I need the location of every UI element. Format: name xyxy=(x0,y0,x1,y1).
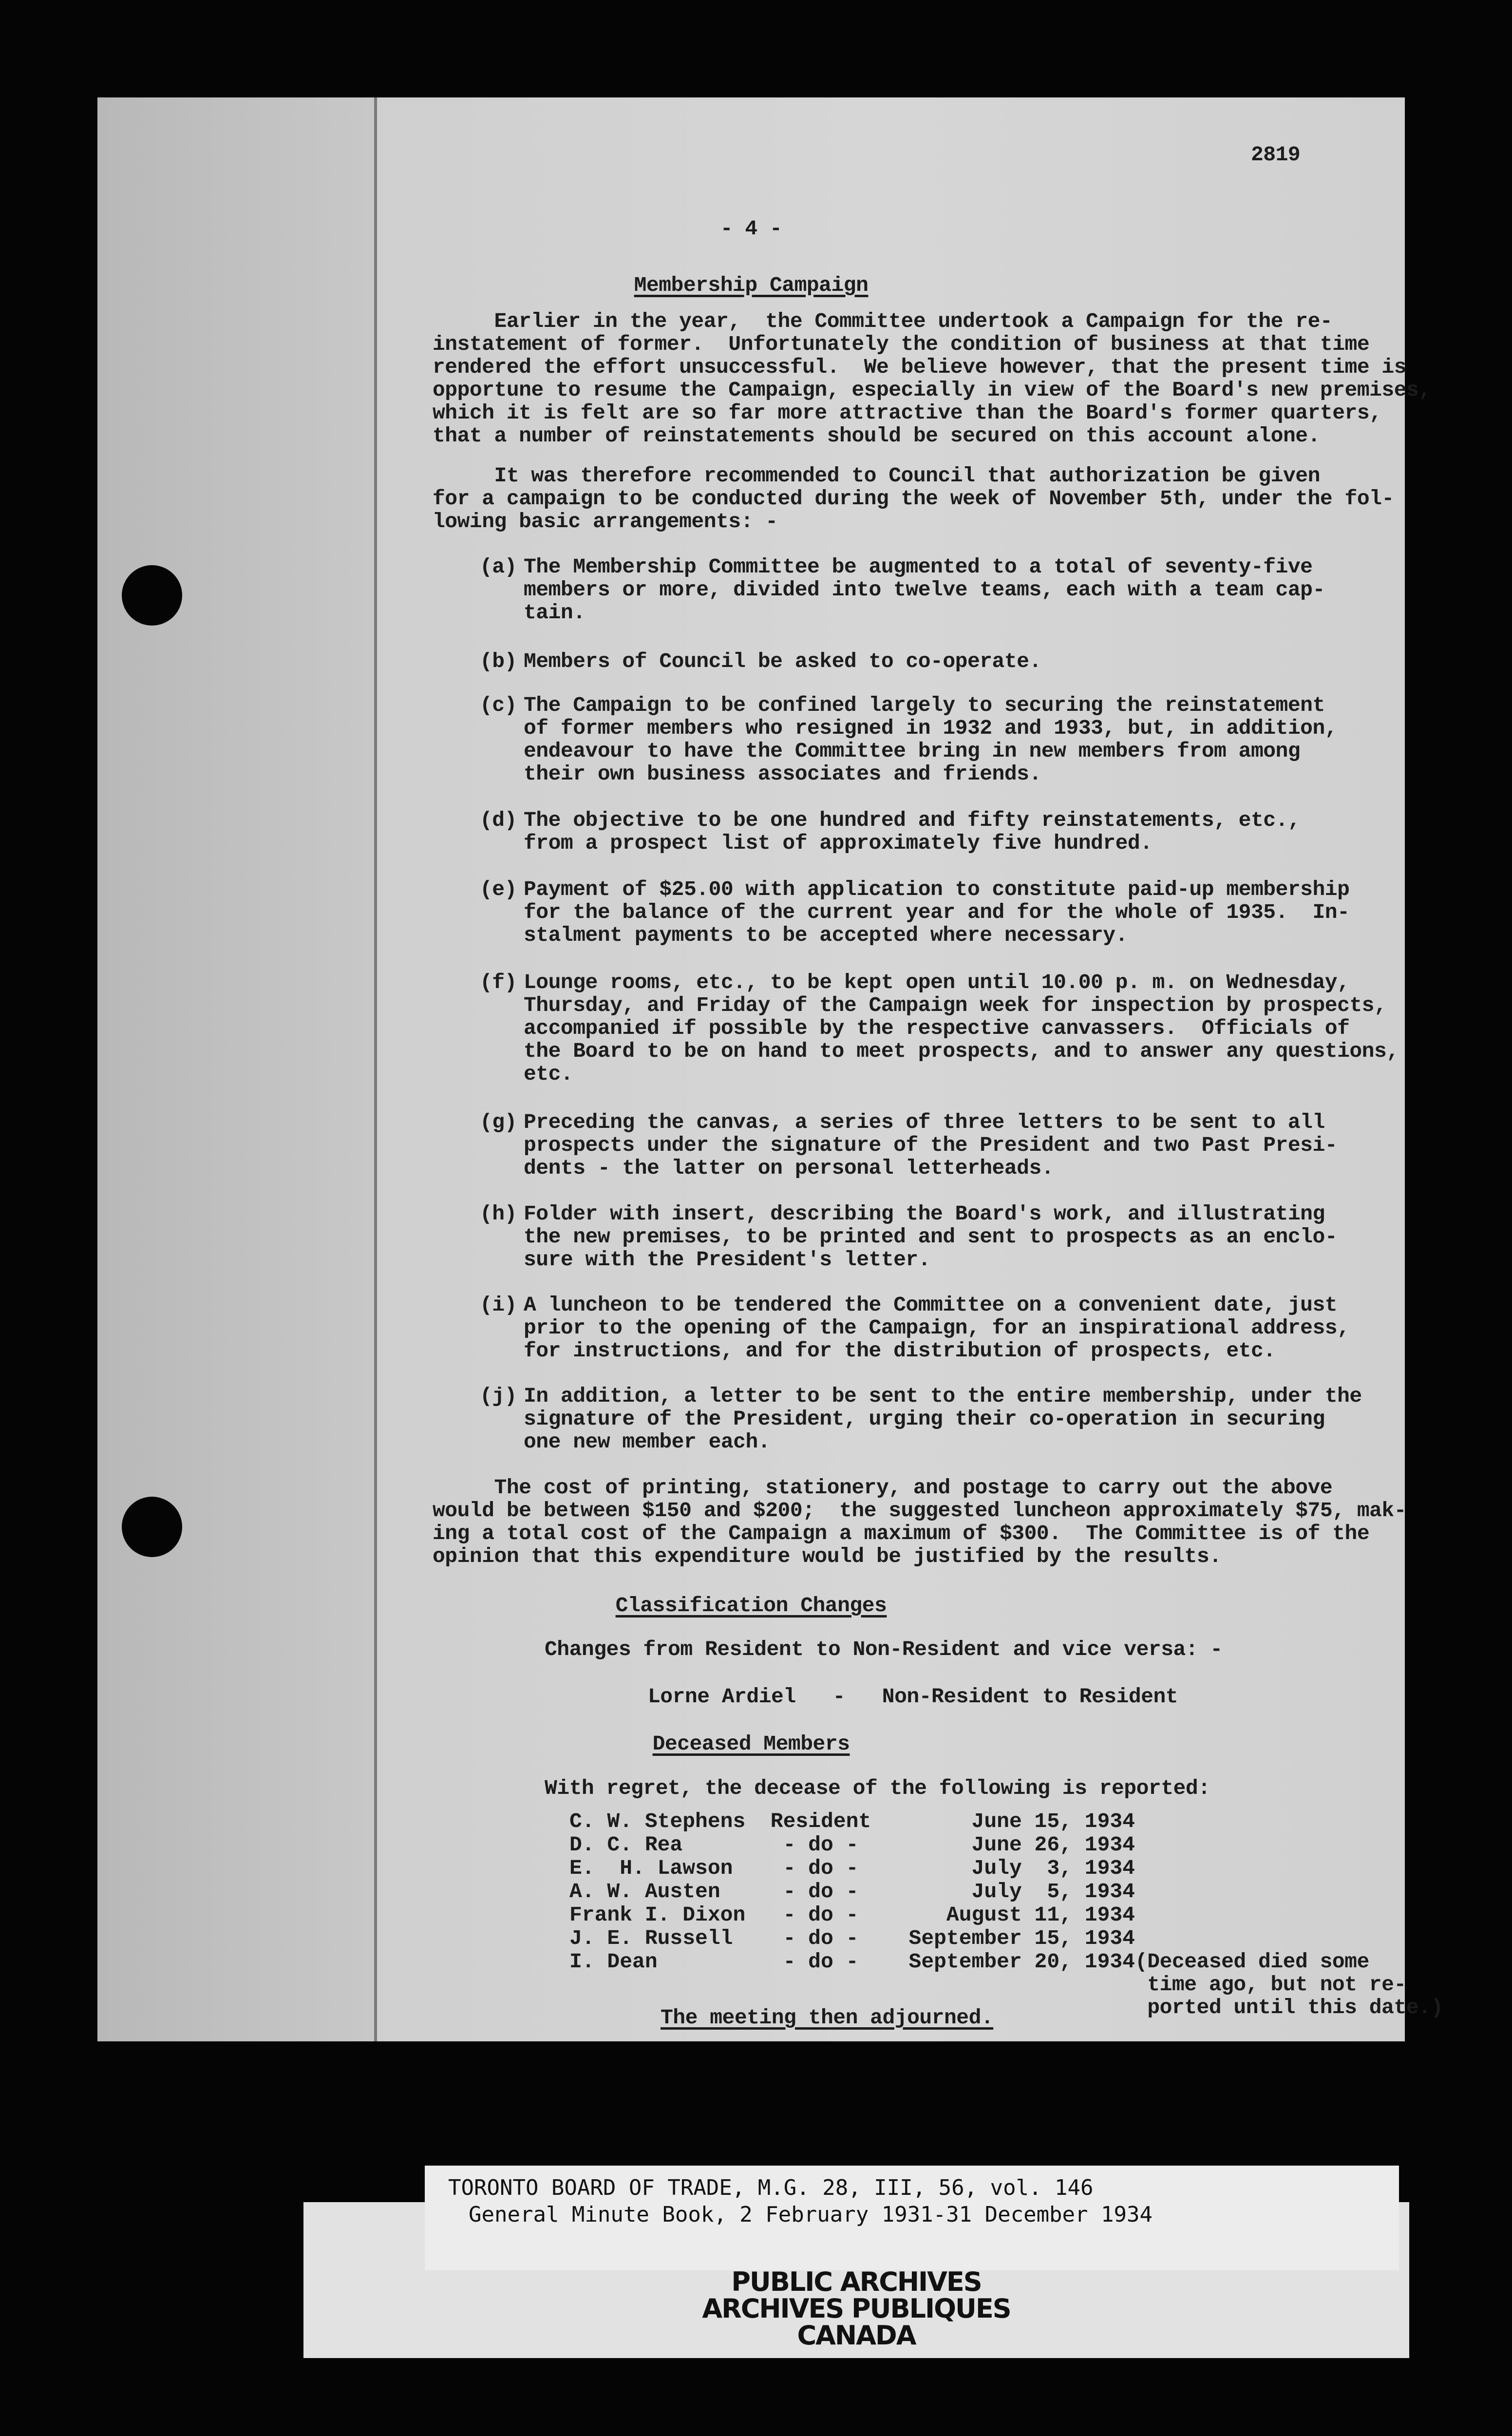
deceased-date: September 20, 1934 xyxy=(908,1950,1135,1974)
deceased-date: June 26, 1934 xyxy=(971,1833,1135,1857)
item-label: (a) xyxy=(480,555,517,579)
item-label: (g) xyxy=(480,1110,517,1134)
page-number: 2819 xyxy=(1251,143,1301,167)
classification-intro: Changes from Resident to Non-Resident and vice versa: - xyxy=(545,1637,1223,1661)
deceased-date: July 3, 1934 xyxy=(971,1856,1135,1880)
table-row xyxy=(0,1927,1403,1950)
archive-reference-line-2: General Minute Book, 2 February 1931-31 December 1934 xyxy=(469,2202,1153,2227)
item-label: (d) xyxy=(480,808,517,832)
archive-stamp-line-3: CANADA xyxy=(797,2320,916,2351)
item-label: (e) xyxy=(480,877,517,901)
deceased-intro: With regret, the decease of the following is reported: xyxy=(545,1776,1210,1800)
membership-paragraph-2: It was therefore recommended to Council that authorization be given for a campaign to be conducted during the week of November 5th, under the fol- lowing basic arrangements: - xyxy=(433,464,1394,533)
item-label: (i) xyxy=(480,1293,517,1317)
deceased-name: Frank I. Dixon xyxy=(569,1903,746,1927)
item-label: (f) xyxy=(480,971,517,994)
punch-hole-icon xyxy=(122,1497,182,1557)
item-label: (h) xyxy=(480,1202,517,1226)
deceased-date: July 5, 1934 xyxy=(971,1880,1135,1903)
deceased-name: C. W. Stephens xyxy=(569,1809,746,1833)
deceased-name: J. E. Russell xyxy=(569,1926,733,1950)
item-text: Payment of $25.00 with application to constitute paid-up membership for the balance of the current year and for the whole of 1935. In- stalment payments to be accepted where necessary. xyxy=(524,877,1350,947)
item-label: (j) xyxy=(480,1384,517,1408)
deceased-name: I. Dean xyxy=(569,1950,658,1974)
deceased-date: June 15, 1934 xyxy=(971,1809,1135,1833)
deceased-note: (Deceased died some time ago, but not re- ported until this date.) xyxy=(1135,1950,1443,2019)
item-text: Preceding the canvas, a series of three letters to be sent to all prospects under the signature of the President and two Past Presi- dents - the latter on personal letterheads. xyxy=(524,1110,1338,1180)
deceased-name: E. H. Lawson xyxy=(569,1856,733,1880)
item-text: The Membership Committee be augmented to a total of seventy-five members or more, divided into twelve teams, each with a team cap- tain. xyxy=(524,555,1325,625)
item-text: The objective to be one hundred and fifty reinstatements, etc., from a prospect list of approximately five hundred. xyxy=(524,808,1301,855)
archive-reference-line-1: TORONTO BOARD OF TRADE, M.G. 28, III, 56, vol. 146 xyxy=(448,2175,1094,2200)
page-sub-number: - 4 - xyxy=(720,217,782,241)
deceased-date: September 15, 1934 xyxy=(908,1926,1135,1950)
membership-paragraph-1: Earlier in the year, the Committee undertook a Campaign for the re- instatement of former. Unfortunately the condition of business at that time rendered the effort unsuccessful. We believe however, that the present time is opportune to resume the Campaign, especially in view of the Board's new premises, which it is felt are so far more attractive than the Board's former quarters, that a number of reinstatements should be secured on this account alone. xyxy=(433,309,1431,448)
deceased-status: - do - xyxy=(783,1833,859,1857)
deceased-status: - do - xyxy=(783,1880,859,1903)
membership-heading: Membership Campaign xyxy=(634,273,869,297)
item-text: Lounge rooms, etc., to be kept open until 10.00 p. m. on Wednesday, Thursday, and Friday of the Campaign week for inspection by prospects, accompanied if possible by the respective canvassers. Officials of the Board to be on hand to meet prospects, and to answer any questions, etc. xyxy=(524,971,1399,1086)
deceased-date: August 11, 1934 xyxy=(946,1903,1135,1927)
item-label: (c) xyxy=(480,693,517,717)
deceased-status: - do - xyxy=(783,1903,859,1927)
deceased-status: - do - xyxy=(783,1950,859,1974)
deceased-name: D. C. Rea xyxy=(569,1833,683,1857)
deceased-name: A. W. Austen xyxy=(569,1880,720,1903)
punch-hole-icon xyxy=(122,565,182,626)
table-row xyxy=(0,1833,1403,1856)
item-text: A luncheon to be tendered the Committee on a convenient date, just prior to the opening of the Campaign, for an inspirational address, for instructions, and for the distribution of prospects, etc. xyxy=(524,1293,1350,1363)
item-text: Folder with insert, describing the Board's work, and illustrating the new premises, to be printed and sent to prospects as an enclo- sure with the President's letter. xyxy=(524,1202,1338,1272)
table-row xyxy=(0,1880,1403,1903)
table-row xyxy=(0,1857,1403,1880)
deceased-status: - do - xyxy=(783,1856,859,1880)
archive-stamp-line-1: PUBLIC ARCHIVES xyxy=(731,2266,982,2297)
item-text: Members of Council be asked to co-operate. xyxy=(524,649,1041,673)
table-row xyxy=(0,1810,1403,1833)
cost-paragraph: The cost of printing, stationery, and postage to carry out the above would be between $150 and $200; the suggested luncheon approximately $75, mak- ing a total cost of the Campaign a maximum of $300. The Committee is of the opinion that this expenditure would be justified by the results. xyxy=(433,1476,1407,1568)
classification-heading: Classification Changes xyxy=(615,1594,887,1618)
item-text: In addition, a letter to be sent to the entire membership, under the signature of the President, urging their co-operation in securing one new member each. xyxy=(524,1384,1362,1454)
archive-stamp-line-2: ARCHIVES PUBLIQUES xyxy=(702,2293,1011,2324)
closing-line: The meeting then adjourned. xyxy=(661,2006,994,2030)
deceased-status: - do - xyxy=(783,1926,859,1950)
item-text: The Campaign to be confined largely to securing the reinstatement of former members who resigned in 1932 and 1933, but, in addition, endeavour to have the Committee bring in new members from among their own business associates and friends. xyxy=(524,693,1338,786)
classification-entry: Lorne Ardiel - Non-Resident to Resident xyxy=(648,1685,1178,1709)
item-label: (b) xyxy=(480,649,517,673)
table-row xyxy=(0,1903,1403,1926)
deceased-status: Resident xyxy=(770,1809,871,1833)
deceased-heading: Deceased Members xyxy=(652,1732,850,1756)
